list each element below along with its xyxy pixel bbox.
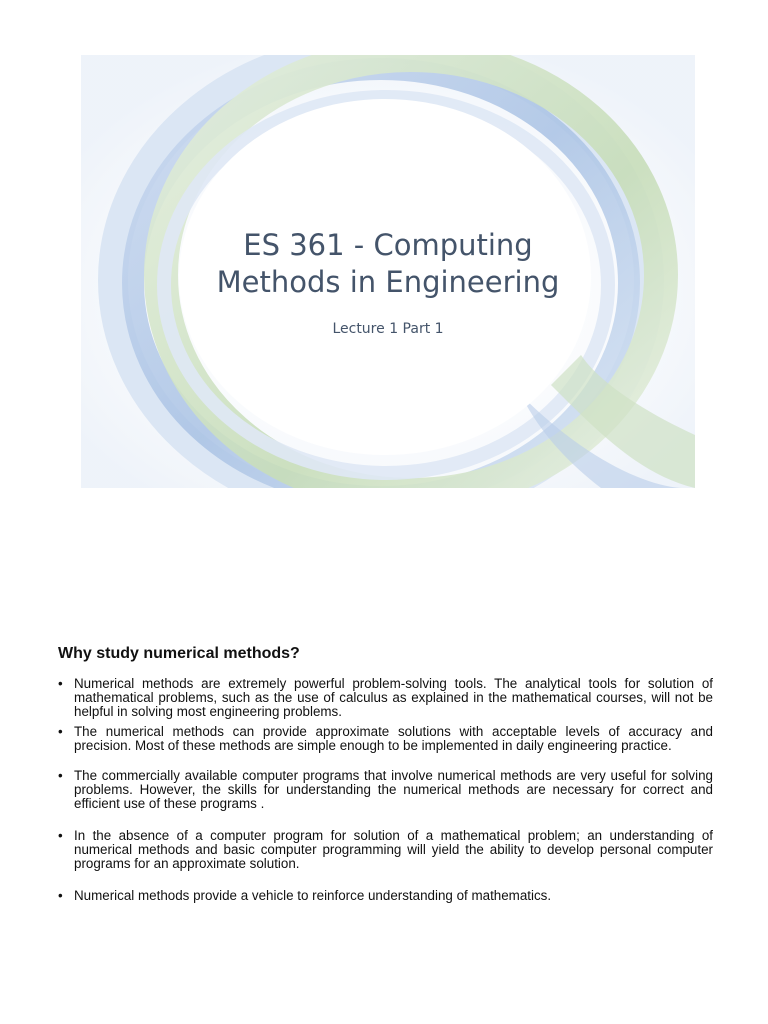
bullet-text: The commercially available computer programs that involve numerical methods are very useful for solving problems. However, the skills for understanding the numerical methods are necessary for correct and efficient use of these programs . <box>74 768 713 811</box>
title-line-2: Methods in Engineering <box>216 265 560 299</box>
slide-title <box>81 227 695 301</box>
bullet-text: In the absence of a computer program for solution of a mathematical problem; an understanding of numerical methods and basic computer programming will yield the ability to develop personal computer programs for an approximate solution. <box>74 828 713 871</box>
list-item <box>58 889 713 903</box>
bullet-icon: • <box>58 724 63 739</box>
bullet-icon: • <box>58 888 63 903</box>
bullet-icon: • <box>58 768 63 783</box>
bullet-text: Numerical methods provide a vehicle to reinforce understanding of mathematics. <box>74 888 552 903</box>
list-item <box>58 725 713 753</box>
title-line-1: ES 361 - Computing <box>243 228 533 262</box>
bullet-text: Numerical methods are extremely powerful problem-solving tools. The analytical tools for solution of mathematical problems, such as the use of calculus as explained in the mathematical courses, will not be helpful in solving most engineering problems. <box>74 676 713 719</box>
bullet-text: The numerical methods can provide approximate solutions with acceptable levels of accuracy and precision. Most of these methods are simple enough to be implemented in daily engineering practice. <box>74 724 713 753</box>
list-item <box>58 677 713 719</box>
section-heading: Why study numerical methods? <box>58 645 300 662</box>
bullet-icon: • <box>58 676 63 691</box>
slide-subtitle: Lecture 1 Part 1 <box>332 321 444 337</box>
list-item <box>58 769 713 811</box>
content-slide <box>58 645 713 903</box>
bullet-icon: • <box>58 828 63 843</box>
title-slide <box>81 55 695 488</box>
bullet-list <box>58 677 713 903</box>
list-item <box>58 829 713 871</box>
